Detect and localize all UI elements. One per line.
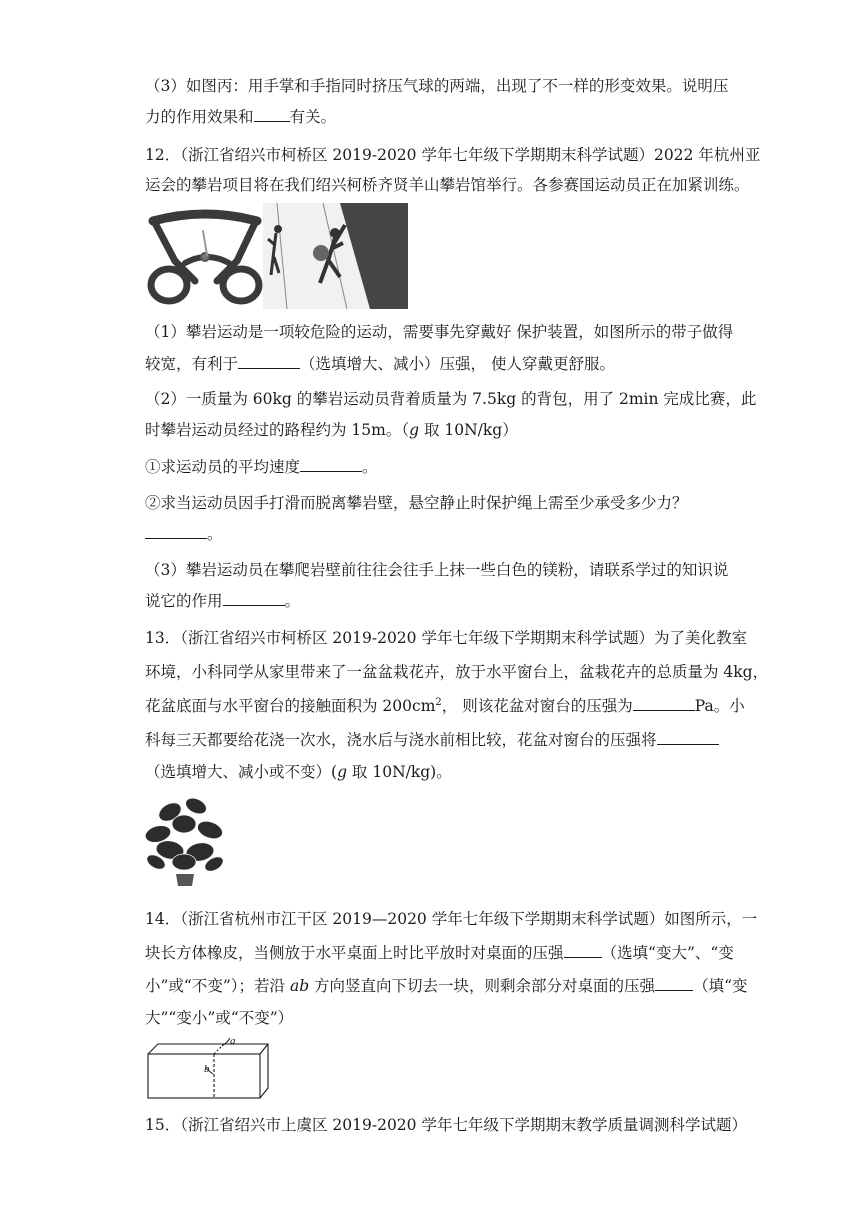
q15-line1: 15．（浙江省绍兴市上虞区 2019-2020 学年七年级下学期期末教学质量调测科学试题） (145, 1116, 747, 1134)
q14-line3: 小”或“不变”）；若沿 ab 方向竖直向下切去一块，则剩余部分对桌面的压强 （填“变 (145, 977, 748, 995)
q12-part3-line2: 说它的作用 。 (145, 592, 301, 610)
q13-line2: 环境，小科同学从家里带来了一盆盆栽花卉，放于水平窗台上，盆栽花卉的总质量为 4kg， (145, 663, 769, 681)
potted-plant-image (144, 792, 226, 887)
q12-part1-line1: （1）攀岩运动是一项较危险的运动，需要事先穿戴好 保护装置，如图所示的带子做得 (145, 323, 734, 341)
q12-part2-line1: （2）一质量为 60kg 的攀岩运动员背着质量为 7.5kg 的背包，用了 2min 完成比赛，此 (145, 390, 757, 408)
eraser-diagram (144, 1036, 270, 1102)
answer-blank[interactable] (238, 353, 300, 369)
q12-sub2: ②求当运动员因手打滑而脱离攀岩壁，悬空静止时保护绳上需至少承受多少力？ (145, 494, 688, 512)
answer-blank[interactable] (564, 942, 602, 958)
answer-blank[interactable] (145, 523, 207, 539)
q13-line4: 科每三天都要给花浇一次水，浇水后与浇水前相比较，花盆对窗台的压强将 (145, 729, 719, 750)
label-a: a (230, 1036, 236, 1047)
climber-photo (263, 203, 408, 309)
answer-blank[interactable] (657, 729, 719, 745)
q12-part1-line2: 较宽，有利于 （选填增大、减小）压强， 使人穿戴更舒服。 (145, 355, 615, 373)
answer-blank[interactable] (254, 106, 290, 122)
q11-part3-line2: 力的作用效果和 有关。 (145, 108, 337, 126)
q14-line4: 大”“变小”或“不变”） (145, 1009, 294, 1027)
q12-sub1: ①求运动员的平均速度 。 (145, 458, 378, 476)
q12-part3-line1: （3）攀岩运动员在攀爬岩壁前往往会往手上抹一些白色的镁粉，请联系学过的知识说 (145, 561, 729, 579)
q13-line1: 13．（浙江省绍兴市柯桥区 2019-2020 学年七年级下学期期末科学试题）为了美化教室 (145, 629, 747, 647)
answer-blank[interactable] (223, 590, 285, 606)
q12-heading-line1: 12．（浙江省绍兴市柯桥区 2019-2020 学年七年级下学期期末科学试题）2022 年杭州亚 (145, 146, 761, 164)
label-b: b (204, 1063, 210, 1075)
q13-line5: （选填增大、减小或不变）(g 取 10N/kg)。 (145, 763, 452, 781)
q11-part3-line1: （3）如图丙：用手掌和手指同时挤压气球的两端，出现了不一样的形变效果。说明压 (145, 77, 729, 95)
answer-blank[interactable] (633, 695, 695, 711)
q12-sub2-answer: 。 (145, 523, 223, 544)
answer-blank[interactable] (655, 975, 693, 991)
q12-part2-line2: 时攀岩运动员经过的路程约为 15m。（g 取 10N/kg） (145, 421, 518, 439)
q14-line1: 14．（浙江省杭州市江干区 2019—2020 学年七年级下学期期末科学试题）如图所示，一 (145, 910, 758, 928)
answer-blank[interactable] (300, 456, 362, 472)
q14-line2: 块长方体橡皮，当侧放于水平桌面上时比平放时对桌面的压强 （选填“变大”、“变 (145, 944, 734, 962)
climbing-figure (145, 203, 408, 309)
q13-line3: 花盆底面与水平窗台的接触面积为 $200cm^2$， 则该花盆对窗台的压强为 Pa。小 (145, 696, 745, 715)
q12-heading-line2: 运会的攀岩项目将在我们绍兴柯桥齐贤羊山攀岩馆举行。各参赛国运动员正在加紧训练。 (145, 176, 750, 194)
